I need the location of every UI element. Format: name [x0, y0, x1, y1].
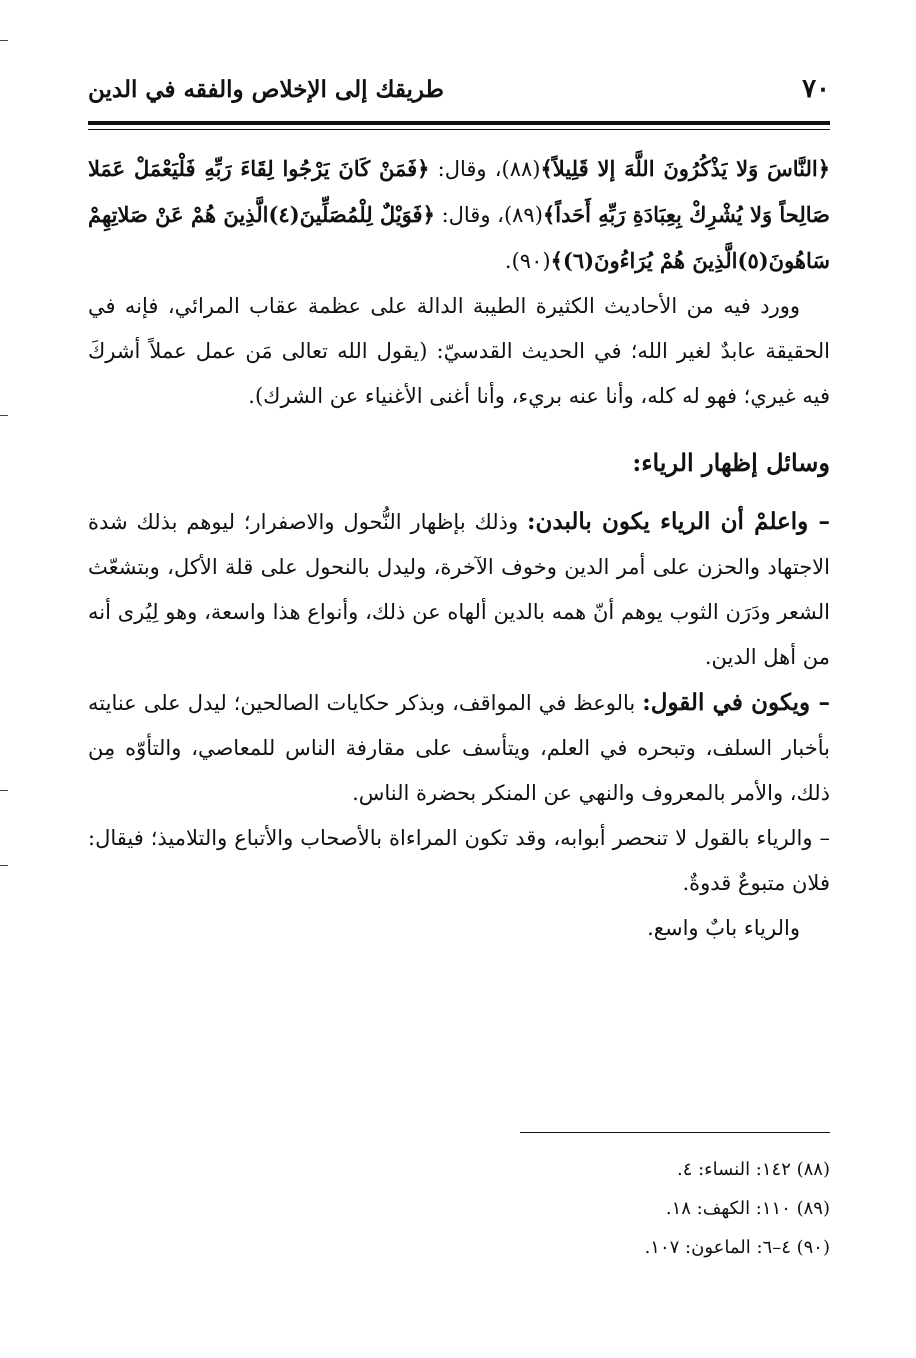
- sentence-end: .: [504, 249, 512, 273]
- footnote-88: (٨٨) ١٤٢: النساء: ٤.: [676, 1159, 830, 1180]
- footnote-ref-88: (٨٨): [501, 157, 541, 181]
- item-text: وذلك بإظهار النُّحول والاصفرار؛ ليوهم بذلك شدة الاجتهاد والحزن على أمر الدين وخوف الآخرة، وليدل بالنحول على قلة الأكل، وبتشعّث الشعر ودَرَن الثوب يوهم أنّ همه بالدين ألهاه عن ذلك، وأنواع هذا واسعة، وهو لِيُرى أنه من أهل الدين.: [88, 510, 830, 669]
- footnote-90: (٩٠) ٤–٦: الماعون: ١٠٧.: [644, 1237, 830, 1258]
- quran-verse-2: ﴿فَمَنْ كَانَ يَرْجُوا لِقَاءَ رَبِّهِ فَلْيَعْمَلْ عَمَلا صَالِحاً وَلا يُشْرِكْ بِعِبَادَةِ رَبِّهِ أَحَداً﴾: [88, 156, 830, 227]
- scan-edge-mark: [0, 790, 8, 791]
- header-rule-thin: [88, 129, 830, 130]
- closing-line: والرياء بابٌ واسع.: [647, 916, 800, 940]
- footnote-ref-89: (٨٩): [503, 203, 543, 227]
- list-item: – والرياء بالقول لا تنحصر أبوابه، وقد تكون المراءاة بالأصحاب والأتباع والتلاميذ؛ فيقال: فلان متبوعٌ قدوةٌ.: [88, 826, 830, 895]
- scan-edge-mark: [0, 40, 8, 41]
- scan-edge-mark: [0, 865, 8, 866]
- list-item: [88, 499, 830, 680]
- text-joiner: ، وقال:: [434, 203, 504, 227]
- item-lead: – واعلمْ أن الرياء يكون بالبدن:: [527, 508, 830, 535]
- footnote-ref-90: (٩٠): [511, 249, 551, 273]
- hadith-paragraph: وورد فيه من الأحاديث الكثيرة الطيبة الدالة على عظمة عقاب المرائي، فإنه في الحقيقة عابدٌ لغير الله؛ في الحديث القدسيّ: (يقول الله تعالى مَن عمل عملاً أشركَ فيه غيري؛ فهو له كله، وأنا عنه بريء، وأنا أغنى الأغنياء عن الشرك).: [88, 294, 830, 408]
- quran-paragraph: [88, 146, 830, 284]
- quran-verse-3: ﴿فَوَيْلٌ لِلْمُصَلِّينَ(٤)الَّذِينَ هُمْ عَنْ صَلاتِهِمْ سَاهُونَ(٥)الَّذِينَ هُمْ يُرَاءُونَ(٦)﴾: [88, 202, 830, 273]
- footnote-89: (٨٩) ١١٠: الكهف: ١٨.: [665, 1198, 830, 1219]
- list-item: [88, 680, 830, 816]
- main-text: [88, 146, 830, 951]
- header-rule-thick: [88, 121, 830, 125]
- page-number: ٧٠: [802, 74, 830, 104]
- scan-edge-mark: [0, 415, 8, 416]
- item-lead: – ويكون في القول:: [642, 689, 830, 716]
- footnote-separator: [520, 1132, 830, 1133]
- text-joiner: ، وقال:: [429, 157, 502, 181]
- quran-verse-1: ﴿النَّاسَ وَلا يَذْكُرُونَ اللَّهَ إلا قَلِيلاً﴾: [540, 156, 830, 181]
- page-header: [88, 72, 830, 112]
- running-title: طريقك إلى الإخلاص والفقه في الدين: [88, 76, 444, 103]
- footnotes: [300, 1150, 830, 1267]
- item-text: بالوعظ في المواقف، وبذكر حكايات الصالحين؛ ليدل على عنايته بأخبار السلف، وتبحره في العلم، ويتأسف على مقارفة الناس للمعاصي، والتأوّه مِن ذلك، والأمر بالمعروف والنهي عن المنكر بحضرة الناس.: [88, 691, 830, 805]
- section-title: وسائل إظهار الرياء:: [632, 448, 830, 477]
